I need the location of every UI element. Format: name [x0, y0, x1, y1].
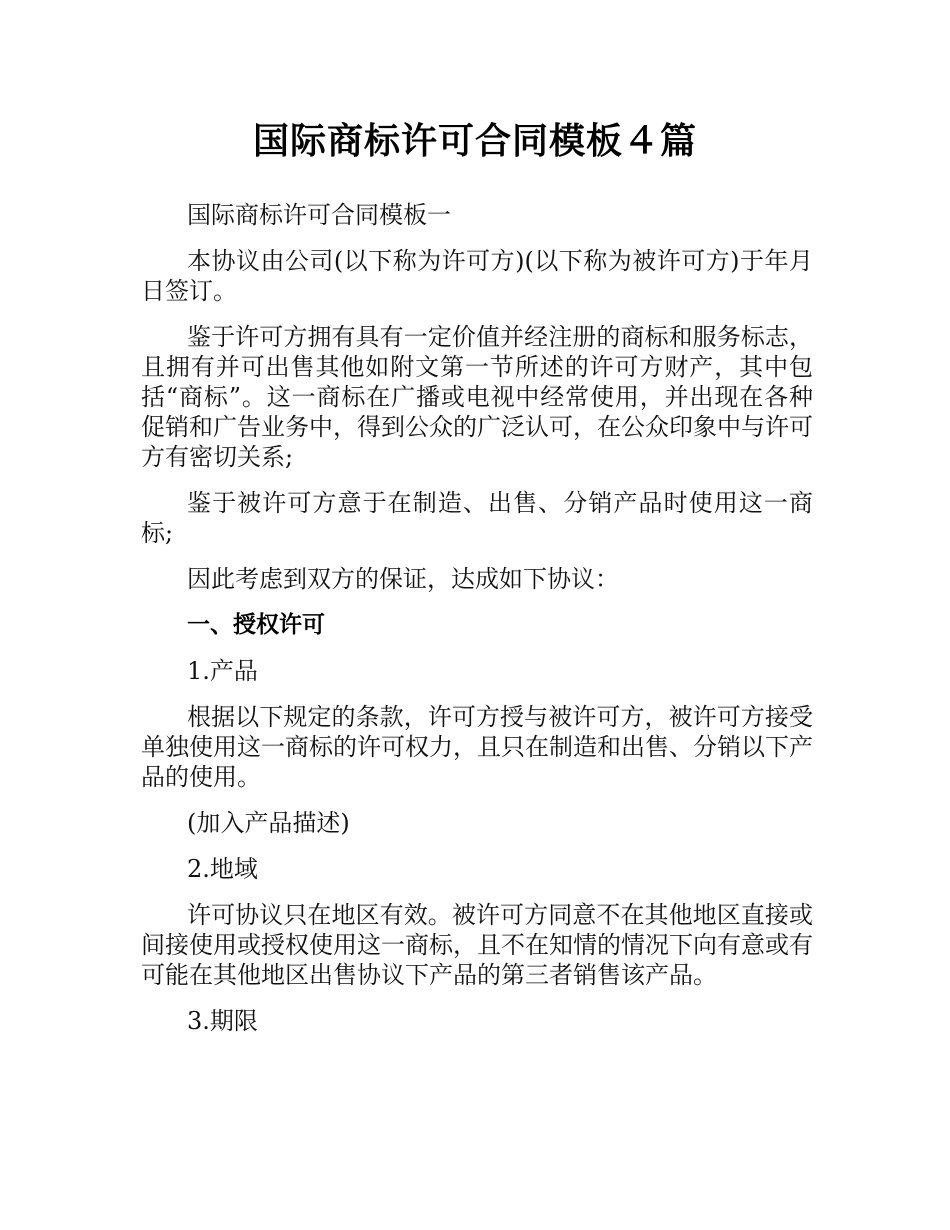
document-body	[141, 200, 813, 1052]
paragraph-template-name: 国际商标许可合同模板一	[187, 201, 451, 229]
paragraph-recital-licensor: 鉴于许可方拥有具有一定价值并经注册的商标和服务标志，且拥有并可出售其他如附文第一节所述的许可方财产，其中包括“商标”。这一商标在广播或电视中经常使用，并出现在各种促销和广告业务中，得到公众的广泛认可，在公众印象中与许可方有密切关系;	[141, 323, 813, 471]
document-title: 国际商标许可合同模板４篇	[252, 121, 697, 162]
paragraph-agreement-intro: 因此考虑到双方的保证，达成如下协议：	[187, 565, 619, 593]
clause-heading-territory: 2.地域	[187, 855, 258, 883]
paragraph-products: 根据以下规定的条款，许可方授与被许可方，被许可方接受单独使用这一商标的许可权力，且只在制造和出售、分销以下产品的使用。	[141, 703, 813, 791]
paragraph-parties: 本协议由公司(以下称为许可方)(以下称为被许可方)于年月日签订。	[141, 247, 813, 305]
paragraph-product-description: (加入产品描述)	[187, 809, 350, 837]
section-heading-grant: 一、授权许可	[187, 612, 325, 638]
clause-heading-term: 3.期限	[187, 1007, 258, 1035]
paragraph-recital-licensee: 鉴于被许可方意于在制造、出售、分销产品时使用这一商标;	[141, 489, 813, 547]
clause-heading-products: 1.产品	[187, 657, 258, 685]
paragraph-territory: 许可协议只在地区有效。被许可方同意不在其他地区直接或间接使用或授权使用这一商标，且不在知情的情况下向有意或有可能在其他地区出售协议下产品的第三者销售该产品。	[141, 901, 813, 989]
